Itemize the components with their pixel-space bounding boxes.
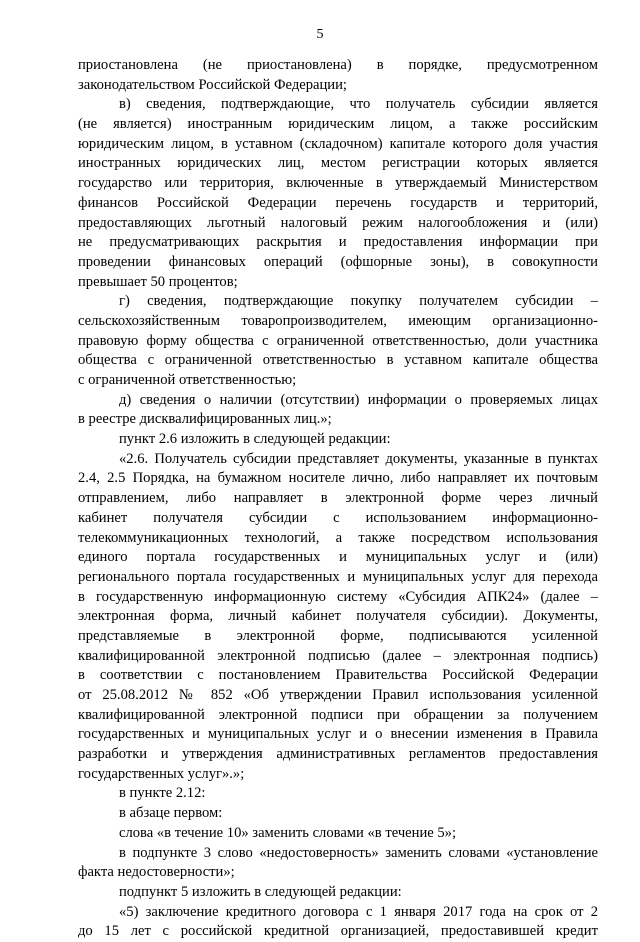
text-line: до 15 лет с российской кредитной организацией, предоставившей кредит: [78, 923, 598, 940]
text-line: юридическим лицом, в уставном (складочном) капитале которого доля участия: [78, 135, 598, 152]
text-line: регионального портала государственных и муниципальных услуг для перехода: [78, 568, 598, 585]
text-line: от 25.08.2012 № 852 «Об утверждении Правил использования усиленной: [78, 687, 598, 703]
text-line: общества с ограниченной ответственностью в уставном капитале общества: [78, 352, 598, 369]
text-line: правовую форму общества с ограниченной ответственностью, доли участника: [78, 332, 598, 349]
text-line: приостановлена (не приостановлена) в порядке, предусмотренном: [78, 57, 598, 73]
document-body: [78, 56, 598, 942]
text-line: отправлением, либо направляет в электронной форме через личный: [78, 490, 598, 507]
text-line: государственных услуг».»;: [78, 765, 245, 782]
text-line: финансов Российской Федерации перечень государств и территорий,: [78, 194, 598, 211]
text-line: не предусматривающих раскрытия и предоставления информации при: [78, 234, 598, 251]
text-line: государственных и муниципальных услуг и о внесении изменения в Правила: [78, 726, 598, 743]
text-line: телекоммуникационных технологий, а также посредством использования: [78, 529, 598, 546]
text-line: в подпункте 3 слово «недостоверность» заменить словами «установление: [119, 844, 598, 861]
text-line: в соответствии с постановлением Правительства Российской Федерации: [78, 667, 598, 684]
text-line: в) сведения, подтверждающие, что получатель субсидии является: [119, 96, 598, 113]
text-line: в государственную информационную систему «Субсидия АПК24» (далее –: [78, 588, 598, 605]
text-line: слова «в течение 10» заменить словами «в течение 5»;: [119, 824, 457, 841]
text-line: представляемые в электронной форме, подписываются усиленной: [78, 627, 598, 644]
text-line: государство или территория, включенные в утверждаемый Министерством: [78, 175, 598, 192]
text-line: сельскохозяйственным товаропроизводителем, имеющим организационно-: [78, 312, 598, 329]
text-line: квалифицированной электронной подписи при обращении за получением: [78, 706, 598, 723]
text-line: подпункт 5 изложить в следующей редакции:: [119, 883, 402, 900]
text-line: электронная форма, личный кабинет получателя субсидии). Документы,: [78, 608, 598, 625]
text-line: г) сведения, подтверждающие покупку получателем субсидии –: [119, 293, 598, 310]
text-line: (не является) иностранным юридическим лицом, а также российским: [78, 116, 598, 133]
text-line: в реестре дисквалифицированных лиц.»;: [78, 411, 332, 428]
text-line: в пункте 2.12:: [119, 785, 206, 802]
text-line: квалифицированной электронной подписью (далее – электронная подпись): [78, 647, 598, 664]
text-line: законодательством Российской Федерации;: [78, 76, 347, 93]
text-line: в абзаце первом:: [119, 805, 223, 822]
text-line: пункт 2.6 изложить в следующей редакции:: [119, 431, 391, 448]
text-line: факта недостоверности»;: [78, 864, 235, 881]
text-line: предоставляющих льготный налоговый режим налогообложения и (или): [78, 214, 598, 231]
page-number: 5: [316, 27, 324, 42]
text-line: превышает 50 процентов;: [78, 273, 238, 290]
text-line: проведении финансовых операций (офшорные зоны), в совокупности: [78, 253, 598, 270]
text-line: иностранных юридических лиц, местом регистрации которых является: [78, 155, 598, 172]
text-line: д) сведения о наличии (отсутствии) информации о проверяемых лицах: [119, 391, 598, 408]
text-line: с ограниченной ответственностью;: [78, 372, 297, 388]
text-line: единого портала государственных и муниципальных услуг и (или): [78, 549, 598, 566]
text-line: разработки и утверждения административных регламентов предоставления: [78, 746, 598, 763]
text-line: кабинет получателя субсидии с использованием информационно-: [78, 509, 598, 526]
text-line: «5) заключение кредитного договора с 1 января 2017 года на срок от 2: [119, 903, 598, 920]
text-line: 2.4, 2.5 Порядка, на бумажном носителе лично, либо направляет их почтовым: [78, 470, 598, 487]
text-line: «2.6. Получатель субсидии представляет документы, указанные в пунктах: [119, 450, 598, 467]
